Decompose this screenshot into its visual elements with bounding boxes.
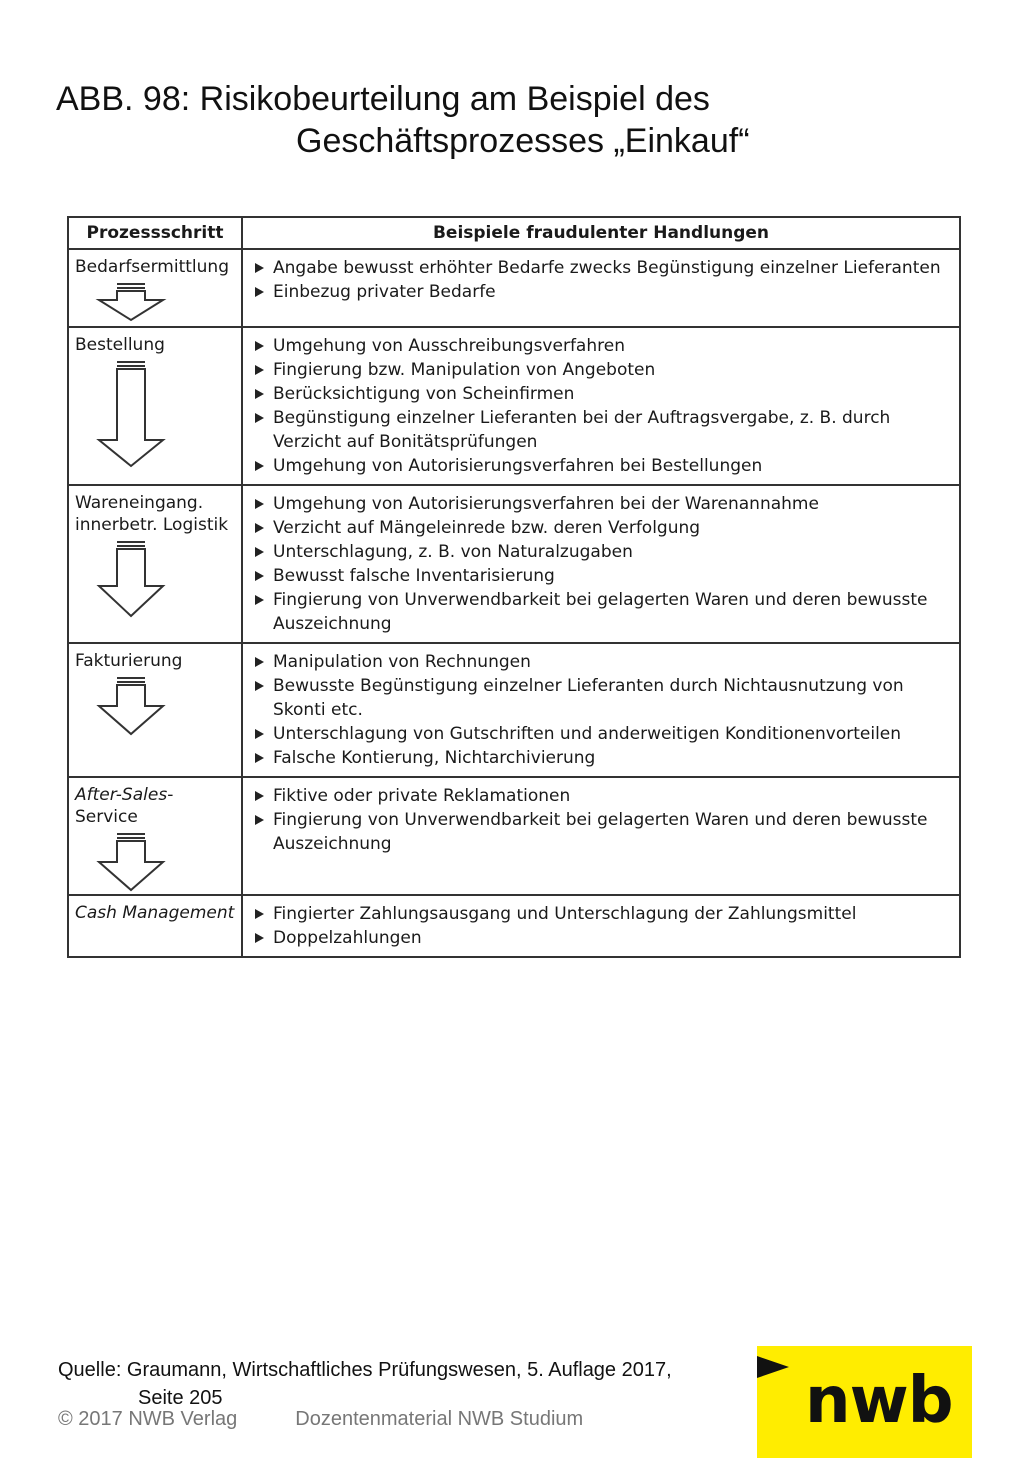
- down-arrow-icon: [95, 832, 167, 894]
- action-list: [243, 644, 959, 776]
- action-list: [243, 328, 959, 484]
- list-item: Verzicht auf Mängeleinrede bzw. deren Verfolgung: [253, 516, 951, 540]
- logo-triangle-icon: [757, 1356, 789, 1378]
- triangle-bullet-icon: [255, 461, 264, 471]
- action-list: [243, 896, 959, 956]
- action-list: [243, 250, 959, 310]
- triangle-bullet-icon: [255, 547, 264, 557]
- table-row: [68, 249, 960, 327]
- header-prozessschritt: Prozessschritt: [68, 217, 242, 249]
- list-item: Begünstigung einzelner Lieferanten bei der Auftragsvergabe, z. B. durch Verzicht auf Bonitätsprüfungen: [253, 406, 951, 454]
- triangle-bullet-icon: [255, 287, 264, 297]
- down-arrow-icon: [95, 540, 167, 620]
- triangle-bullet-icon: [255, 571, 264, 581]
- step-label: Bestellung: [75, 335, 165, 355]
- triangle-bullet-icon: [255, 657, 264, 667]
- triangle-bullet-icon: [255, 909, 264, 919]
- triangle-bullet-icon: [255, 263, 264, 273]
- down-arrow-icon: [95, 676, 167, 738]
- title-line-1: ABB. 98: Risikobeurteilung am Beispiel des: [56, 80, 710, 118]
- table-row: [68, 777, 960, 895]
- nwb-logo: [757, 1346, 972, 1458]
- list-item: Bewusste Begünstigung einzelner Lieferanten durch Nichtausnutzung von Skonti etc.: [253, 674, 951, 722]
- step-label-italic: After-Sales: [75, 785, 168, 805]
- triangle-bullet-icon: [255, 523, 264, 533]
- list-item: Einbezug privater Bedarfe: [253, 280, 951, 304]
- down-arrow-icon: [95, 360, 167, 470]
- triangle-bullet-icon: [255, 681, 264, 691]
- triangle-bullet-icon: [255, 341, 264, 351]
- triangle-bullet-icon: [255, 499, 264, 509]
- table-row: [68, 327, 960, 485]
- copyright-line: [58, 1408, 583, 1431]
- list-item: Unterschlagung, z. B. von Naturalzugaben: [253, 540, 951, 564]
- material-text: Dozentenmaterial NWB Studium: [295, 1408, 584, 1430]
- action-list: [243, 778, 959, 862]
- list-item: Fingierung von Unverwendbarkeit bei gelagerten Waren und deren bewusste Auszeichnung: [253, 808, 951, 856]
- list-item: Doppelzahlungen: [253, 926, 951, 950]
- title-line-2: Geschäftsprozesses „Einkauf“: [296, 122, 750, 160]
- table-row: [68, 485, 960, 643]
- list-item: Unterschlagung von Gutschriften und anderweitigen Konditionenvorteilen: [253, 722, 951, 746]
- action-list: [243, 486, 959, 642]
- fraud-table: [67, 216, 961, 958]
- copyright-text: © 2017 NWB Verlag: [58, 1408, 238, 1430]
- step-label: Wareneingang. innerbetr. Logistik: [75, 493, 229, 535]
- triangle-bullet-icon: [255, 389, 264, 399]
- logo-wordmark: nwb: [805, 1364, 953, 1438]
- list-item: Fingierter Zahlungsausgang und Unterschlagung der Zahlungsmittel: [253, 902, 951, 926]
- step-label: Cash Management: [75, 903, 235, 923]
- triangle-bullet-icon: [255, 413, 264, 423]
- step-label-rest: -Service: [75, 785, 174, 827]
- list-item: Bewusst falsche Inventarisierung: [253, 564, 951, 588]
- list-item: Angabe bewusst erhöhter Bedarfe zwecks Begünstigung einzelner Lieferanten: [253, 256, 951, 280]
- source-line-1: Quelle: Graumann, Wirtschaftliches Prüfungswesen, 5. Auflage 2017,: [58, 1359, 672, 1381]
- source-line-2: Seite 205: [138, 1387, 223, 1409]
- triangle-bullet-icon: [255, 729, 264, 739]
- step-label: Bedarfsermittlung: [75, 257, 229, 277]
- list-item: Fingierung von Unverwendbarkeit bei gelagerten Waren und deren bewusste Auszeichnung: [253, 588, 951, 636]
- source-note: [58, 1356, 672, 1412]
- list-item: Fiktive oder private Reklamationen: [253, 784, 951, 808]
- list-item: Falsche Kontierung, Nichtarchivierung: [253, 746, 951, 770]
- list-item: Manipulation von Rechnungen: [253, 650, 951, 674]
- page-title: [56, 78, 956, 162]
- list-item: Fingierung bzw. Manipulation von Angeboten: [253, 358, 951, 382]
- list-item: Umgehung von Autorisierungsverfahren bei der Warenannahme: [253, 492, 951, 516]
- step-label: [69, 778, 241, 828]
- list-item: Umgehung von Ausschreibungsverfahren: [253, 334, 951, 358]
- triangle-bullet-icon: [255, 595, 264, 605]
- step-label: Fakturierung: [75, 651, 183, 671]
- header-beispiele: Beispiele fraudulenter Handlungen: [242, 217, 960, 249]
- triangle-bullet-icon: [255, 815, 264, 825]
- list-item: Umgehung von Autorisierungsverfahren bei Bestellungen: [253, 454, 951, 478]
- triangle-bullet-icon: [255, 933, 264, 943]
- table-header-row: [68, 217, 960, 249]
- triangle-bullet-icon: [255, 791, 264, 801]
- triangle-bullet-icon: [255, 753, 264, 763]
- list-item: Berücksichtigung von Scheinfirmen: [253, 382, 951, 406]
- table-row: [68, 643, 960, 777]
- triangle-bullet-icon: [255, 365, 264, 375]
- down-arrow-icon: [95, 282, 167, 322]
- table-row: [68, 895, 960, 957]
